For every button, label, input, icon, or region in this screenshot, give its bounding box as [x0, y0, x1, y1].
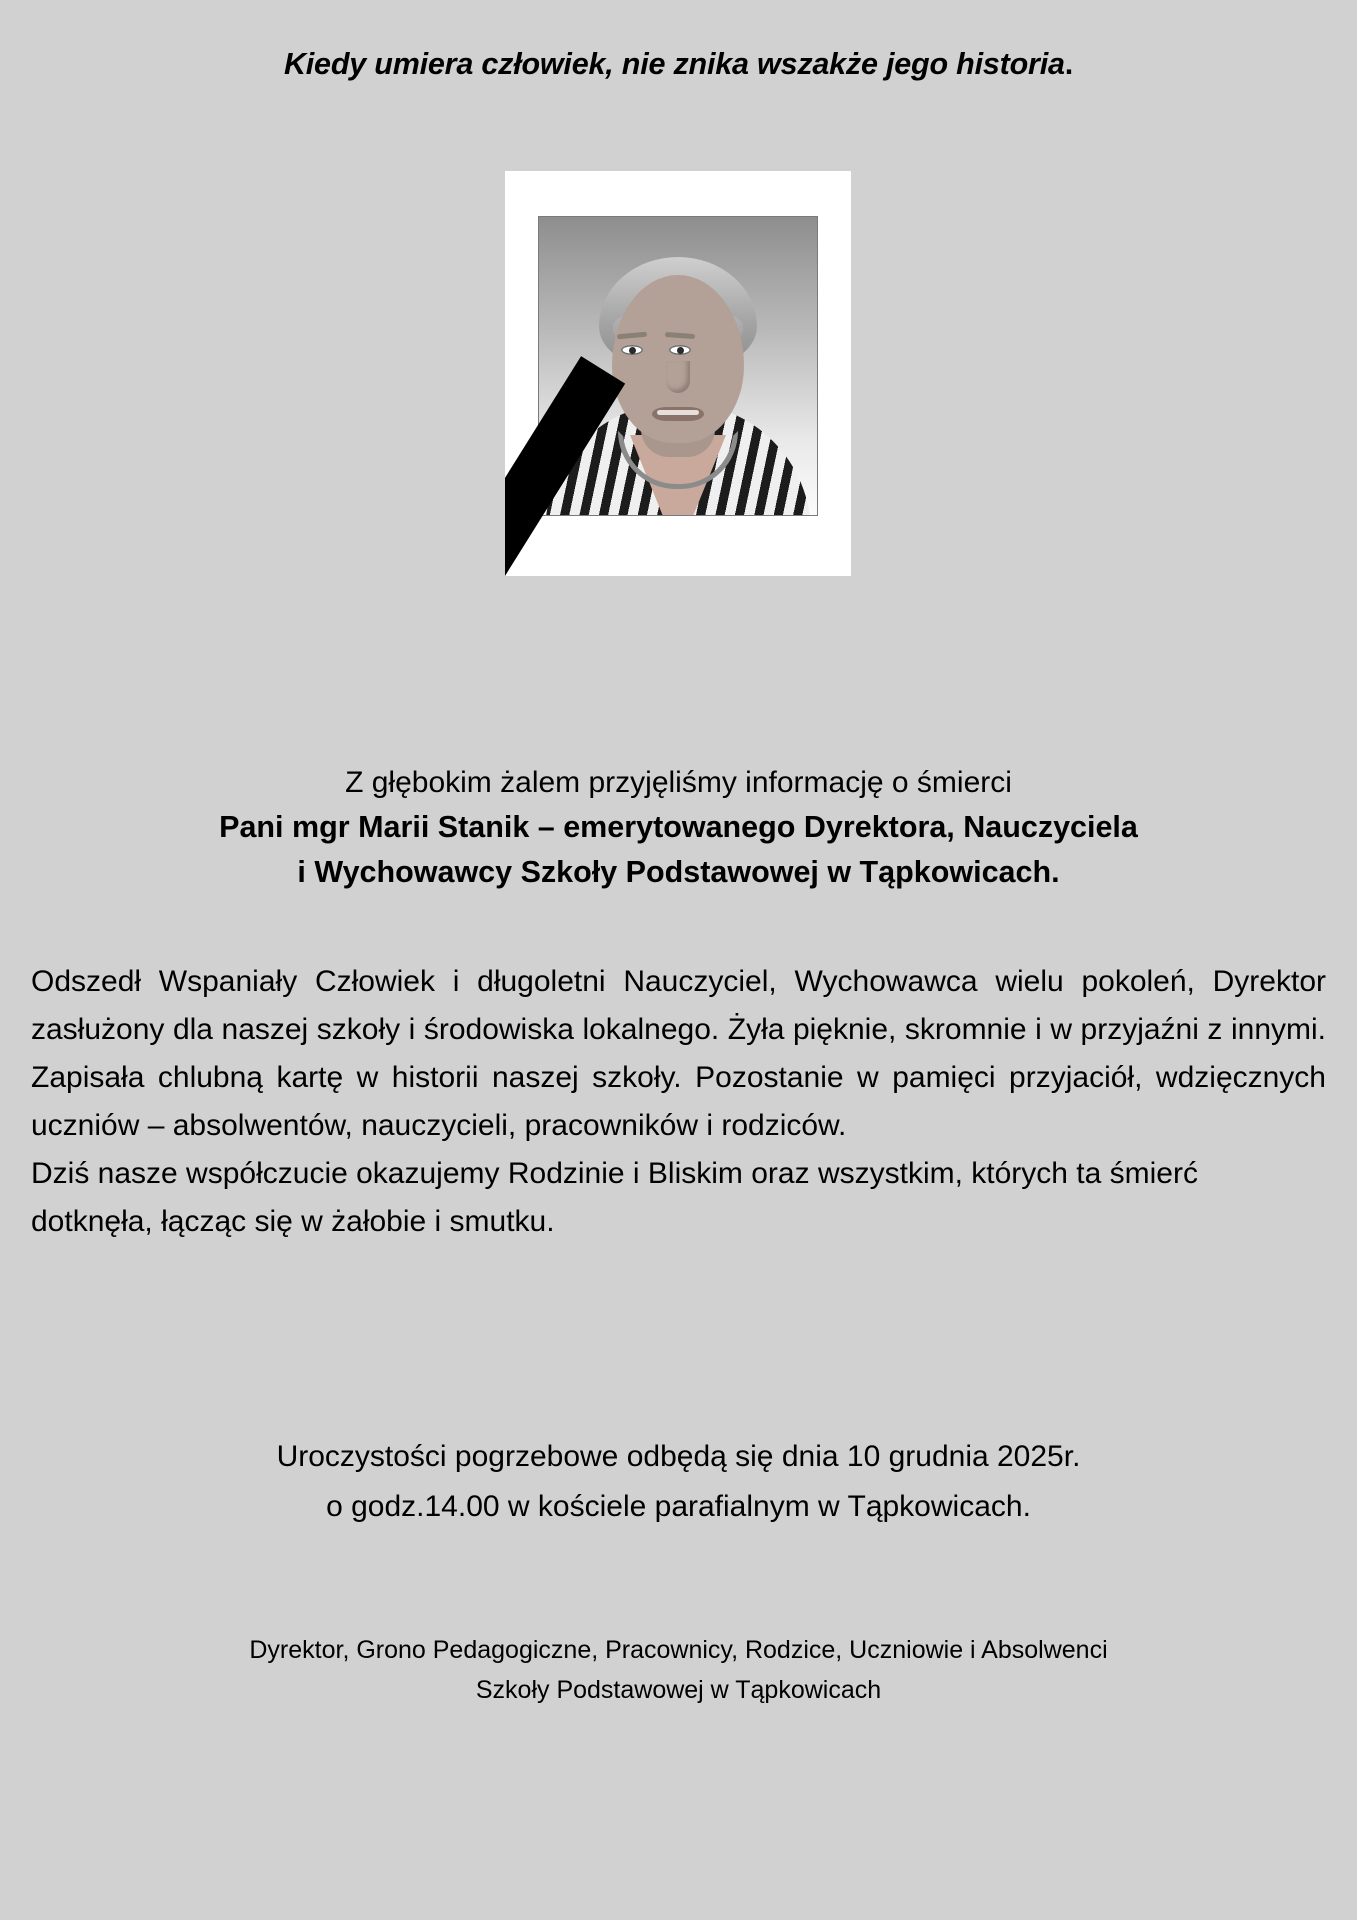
funeral-time-place-line: o godz.14.00 w kościele parafialnym w Tąpkowicach.	[326, 1490, 1031, 1523]
portrait-photo-frame	[505, 171, 851, 576]
announcement-line-2: Pani mgr Marii Stanik – emerytowanego Dyrektora, Nauczyciela	[219, 810, 1138, 844]
portrait-mouth	[652, 407, 704, 421]
body-paragraph-2: Dziś nasze współczucie okazujemy Rodzinie i Bliskim oraz wszystkim, których ta śmierć dotknęła, łącząc się w żałobie i smutku.	[31, 1157, 1198, 1238]
portrait-pupil-left	[629, 347, 636, 354]
funeral-date-line: Uroczystości pogrzebowe odbędą się dnia 10 grudnia 2025r.	[276, 1440, 1081, 1473]
body-text-block	[31, 958, 1326, 1246]
signature-block	[0, 1630, 1357, 1710]
epigraph-quote	[0, 47, 1357, 82]
signature-line-1: Dyrektor, Grono Pedagogiczne, Pracownicy, Rodzice, Uczniowie i Absolwenci	[249, 1636, 1108, 1664]
body-paragraph-1: Odszedł Wspaniały Człowiek i długoletni Nauczyciel, Wychowawca wielu pokoleń, Dyrektor zasłużony dla naszej szkoły i środowiska lokalnego. Żyła pięknie, skromnie i w przyjaźni z innymi. Zapisała chlubną kartę w historii naszej szkoły. Pozostanie w pamięci przyjaciół, wdzięcznych uczniów – absolwentów, nauczycieli, pracowników i rodziców.	[31, 965, 1326, 1142]
epigraph-period: .	[1064, 47, 1074, 81]
epigraph-text: Kiedy umiera człowiek, nie znika wszakże jego historia	[283, 47, 1065, 81]
portrait-pupil-right	[677, 347, 684, 354]
signature-line-2: Szkoły Podstawowej w Tąpkowicach	[475, 1676, 882, 1704]
announcement-line-3: i Wychowawcy Szkoły Podstawowej w Tąpkowicach.	[297, 855, 1060, 889]
portrait-nose	[666, 361, 690, 393]
announcement-block	[0, 760, 1357, 895]
announcement-line-1: Z głębokim żalem przyjęliśmy informację o śmierci	[345, 766, 1012, 799]
funeral-details-block	[0, 1432, 1357, 1532]
